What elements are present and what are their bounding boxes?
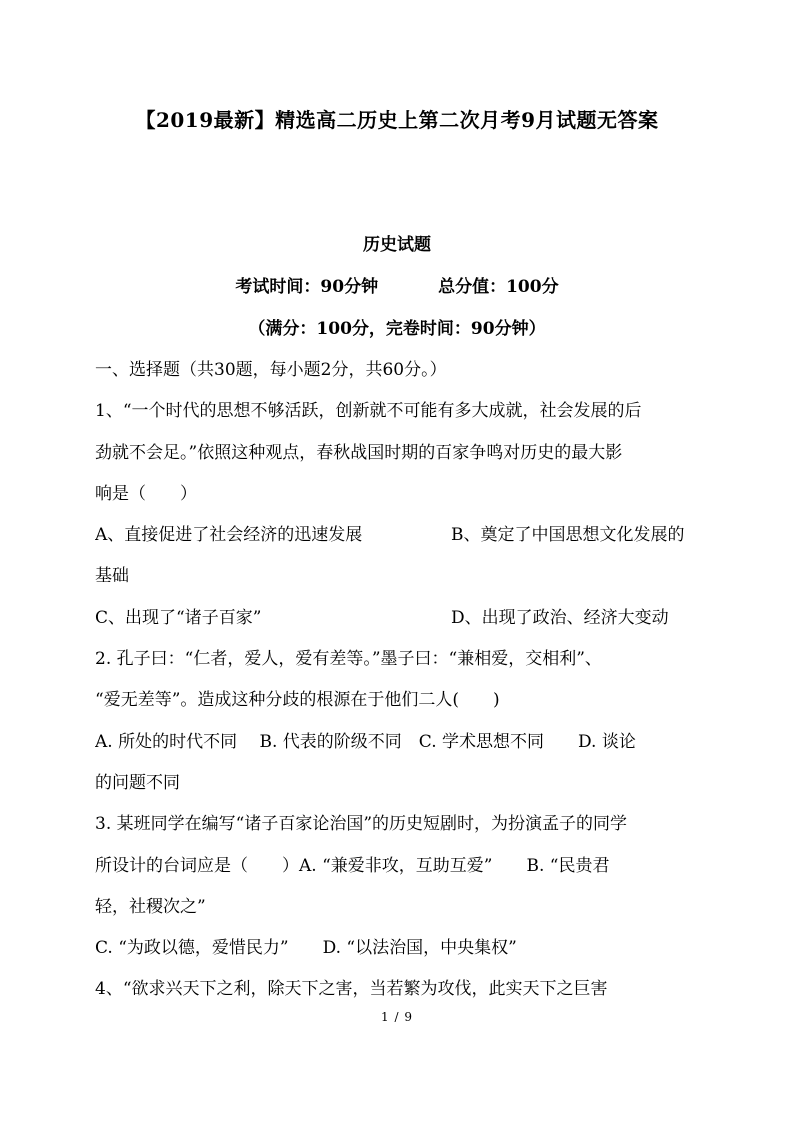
question-3-line-1: 3. 某班同学在编写“诸子百家论治国”的历史短剧时，为扮演孟子的同学	[95, 814, 628, 835]
question-1-option-b-continued: 基础	[95, 566, 129, 587]
question-3-line-3: 轻，社稷次之”	[95, 896, 206, 917]
question-1-line-1: 1、“一个时代的思想不够活跃，创新就不可能有多大成就，社会发展的后	[95, 401, 642, 422]
question-1-options-cd	[95, 598, 715, 639]
document-title: 【2019最新】精选高二历史上第二次月考9月试题无答案	[135, 108, 659, 132]
question-1-line-3: 响是（ ）	[95, 483, 197, 504]
page-number: 1 / 9	[381, 1010, 413, 1024]
question-1-option-b: B、奠定了中国思想文化发展的	[451, 525, 685, 546]
exam-info	[0, 272, 794, 297]
section-heading: 一、选择题（共30题，每小题2分，共60分。）	[95, 360, 447, 380]
score-note: （满分：100分，完卷时间：90分钟）	[248, 319, 546, 339]
question-1-option-d: D、出现了政治、经济大变动	[451, 607, 669, 628]
question-3-line-4: C. “为政以德，爱惜民力” D. “以法治国，中央集权”	[95, 938, 517, 959]
exam-subtitle: 历史试题	[363, 235, 431, 255]
question-2-line-2: “爱无差等”。造成这种分歧的根源在于他们二人( )	[95, 690, 500, 711]
question-2-options: A. 所处的时代不同 B. 代表的阶级不同 C. 学术思想不同 D. 谈论	[95, 731, 636, 752]
question-1-options-ab	[95, 515, 715, 556]
question-4-line-1: 4、“欲求兴天下之利，除天下之害，当若繁为攻伐，此实天下之巨害	[95, 979, 608, 1000]
question-body	[95, 350, 715, 1011]
question-1-line-2: 劲就不会足。”依照这种观点，春秋战国时期的百家争鸣对历史的最大影	[95, 442, 623, 463]
question-2-options-continued: 的问题不同	[95, 772, 180, 793]
question-1-option-c: C、出现了“诸子百家”	[95, 607, 262, 628]
question-2-line-1: 2. 孔子曰：“仁者，爱人，爱有差等。”墨子曰：“兼相爱，交相利”、	[95, 649, 602, 670]
question-3-line-2: 所设计的台词应是（ ）A. “兼爱非攻，互助互爱” B. “民贵君	[95, 855, 610, 876]
exam-time: 考试时间：90分钟	[235, 277, 379, 297]
question-1-option-a: A、直接促进了社会经济的迅速发展	[95, 525, 363, 546]
total-score: 总分值：100分	[438, 277, 559, 297]
